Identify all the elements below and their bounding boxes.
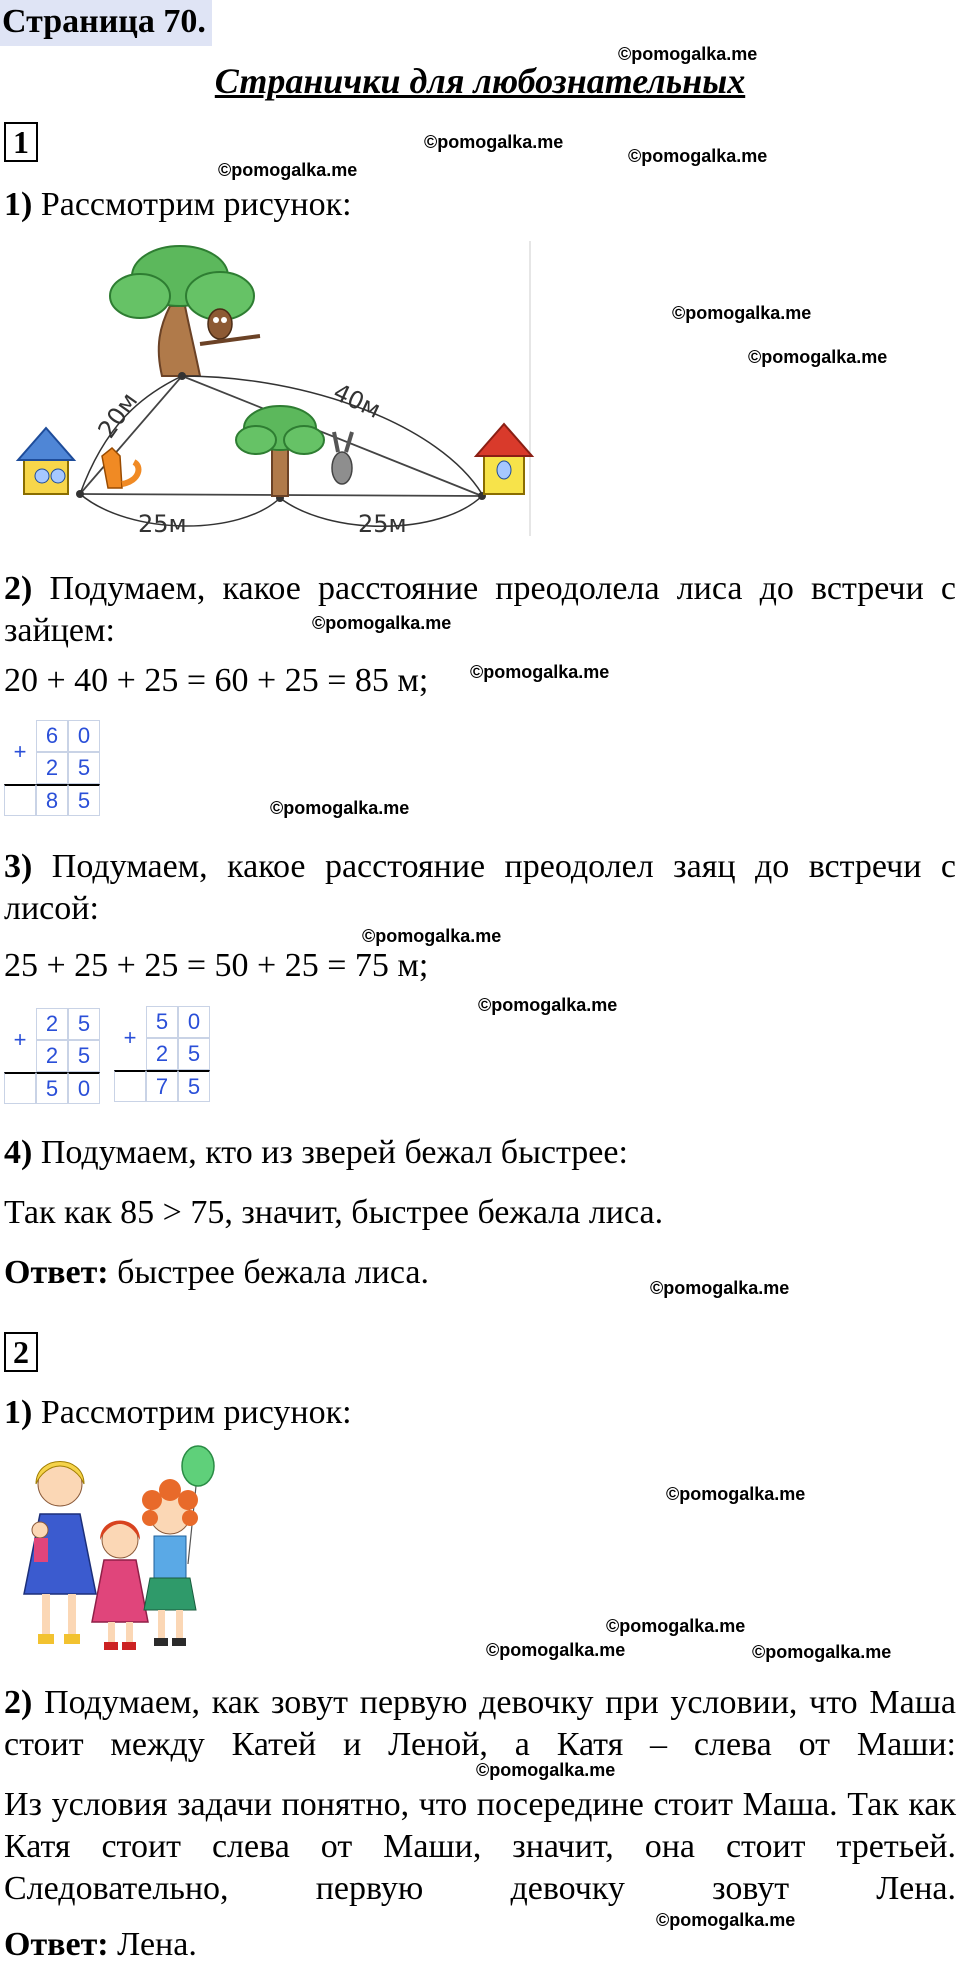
step-2: 2) Подумаем, как зовут первую девочку при условии, что Маша стоит между Катей и Леной, а Катя – слева от Маши: bbox=[4, 1684, 956, 1763]
watermark: ©pomogalka.me bbox=[752, 1642, 892, 1662]
answer-1: Ответ: быстрее бежала лиса. bbox=[4, 1254, 429, 1291]
calculation-fox: 20 + 40 + 25 = 60 + 25 = 85 м; bbox=[4, 662, 429, 699]
watermark: ©pomogalka.me bbox=[606, 1616, 746, 1636]
step-3: 3) Подумаем, какое расстояние преодолел заяц до встречи с лисой: bbox=[4, 848, 956, 927]
explanation: Из условия задачи понятно, что посередине стоит Маша. Так как Катя стоит слева от Маши, значит, она стоит третьей. Следовательно, первую девочку зовут Лена. bbox=[4, 1786, 956, 1907]
forest-path-illustration bbox=[10, 236, 540, 541]
watermark: ©pomogalka.me bbox=[312, 613, 452, 633]
answer-2: Ответ: Лена. bbox=[4, 1926, 197, 1963]
label-40m: 40м bbox=[329, 377, 385, 424]
page-title: Страница 70. bbox=[0, 0, 212, 46]
watermark: ©pomogalka.me bbox=[628, 146, 768, 166]
label-25m-right: 25м bbox=[358, 510, 407, 538]
watermark: ©pomogalka.me bbox=[666, 1484, 806, 1504]
plus-sign: + bbox=[123, 1025, 137, 1050]
calculation-hare: 25 + 25 + 25 = 50 + 25 = 75 м; bbox=[4, 947, 429, 984]
step-4: 4) Подумаем, кто из зверей бежал быстрее: bbox=[4, 1134, 628, 1171]
plus-sign: + bbox=[13, 1027, 27, 1052]
watermark: ©pomogalka.me bbox=[424, 132, 564, 152]
watermark: ©pomogalka.me bbox=[470, 662, 610, 682]
section-title: Странички для любознательных bbox=[214, 61, 746, 101]
watermark: ©pomogalka.me bbox=[362, 926, 502, 946]
watermark: ©pomogalka.me bbox=[748, 347, 888, 367]
column-addition-fox: + 6 0 2 5 8 5 bbox=[4, 720, 100, 816]
watermark: ©pomogalka.me bbox=[618, 44, 758, 64]
three-girls-illustration bbox=[10, 1444, 220, 1654]
watermark: ©pomogalka.me bbox=[476, 1760, 616, 1780]
task-number: 1 bbox=[4, 122, 38, 162]
task-number: 2 bbox=[4, 1332, 38, 1372]
watermark: ©pomogalka.me bbox=[270, 798, 410, 818]
step-1: 1) Рассмотрим рисунок: bbox=[4, 1394, 352, 1431]
step-2: 2) Подумаем, какое расстояние преодолела лиса до встречи с зайцем: bbox=[4, 570, 956, 649]
plus-sign: + bbox=[13, 739, 27, 764]
watermark: ©pomogalka.me bbox=[672, 303, 812, 323]
label-25m-left: 25м bbox=[138, 510, 187, 538]
watermark: ©pomogalka.me bbox=[218, 160, 358, 180]
watermark: ©pomogalka.me bbox=[656, 1910, 796, 1930]
watermark: ©pomogalka.me bbox=[486, 1640, 626, 1660]
watermark: ©pomogalka.me bbox=[650, 1278, 790, 1298]
label-20m: 20м bbox=[92, 387, 144, 444]
column-addition-hare-1: + 2 5 2 5 5 0 bbox=[4, 1008, 100, 1104]
watermark: ©pomogalka.me bbox=[478, 995, 618, 1015]
step-1: 1) Рассмотрим рисунок: bbox=[4, 186, 352, 223]
column-addition-hare-2: + 5 0 2 5 7 5 bbox=[114, 1006, 210, 1102]
conclusion: Так как 85 > 75, значит, быстрее бежала лиса. bbox=[4, 1194, 664, 1231]
